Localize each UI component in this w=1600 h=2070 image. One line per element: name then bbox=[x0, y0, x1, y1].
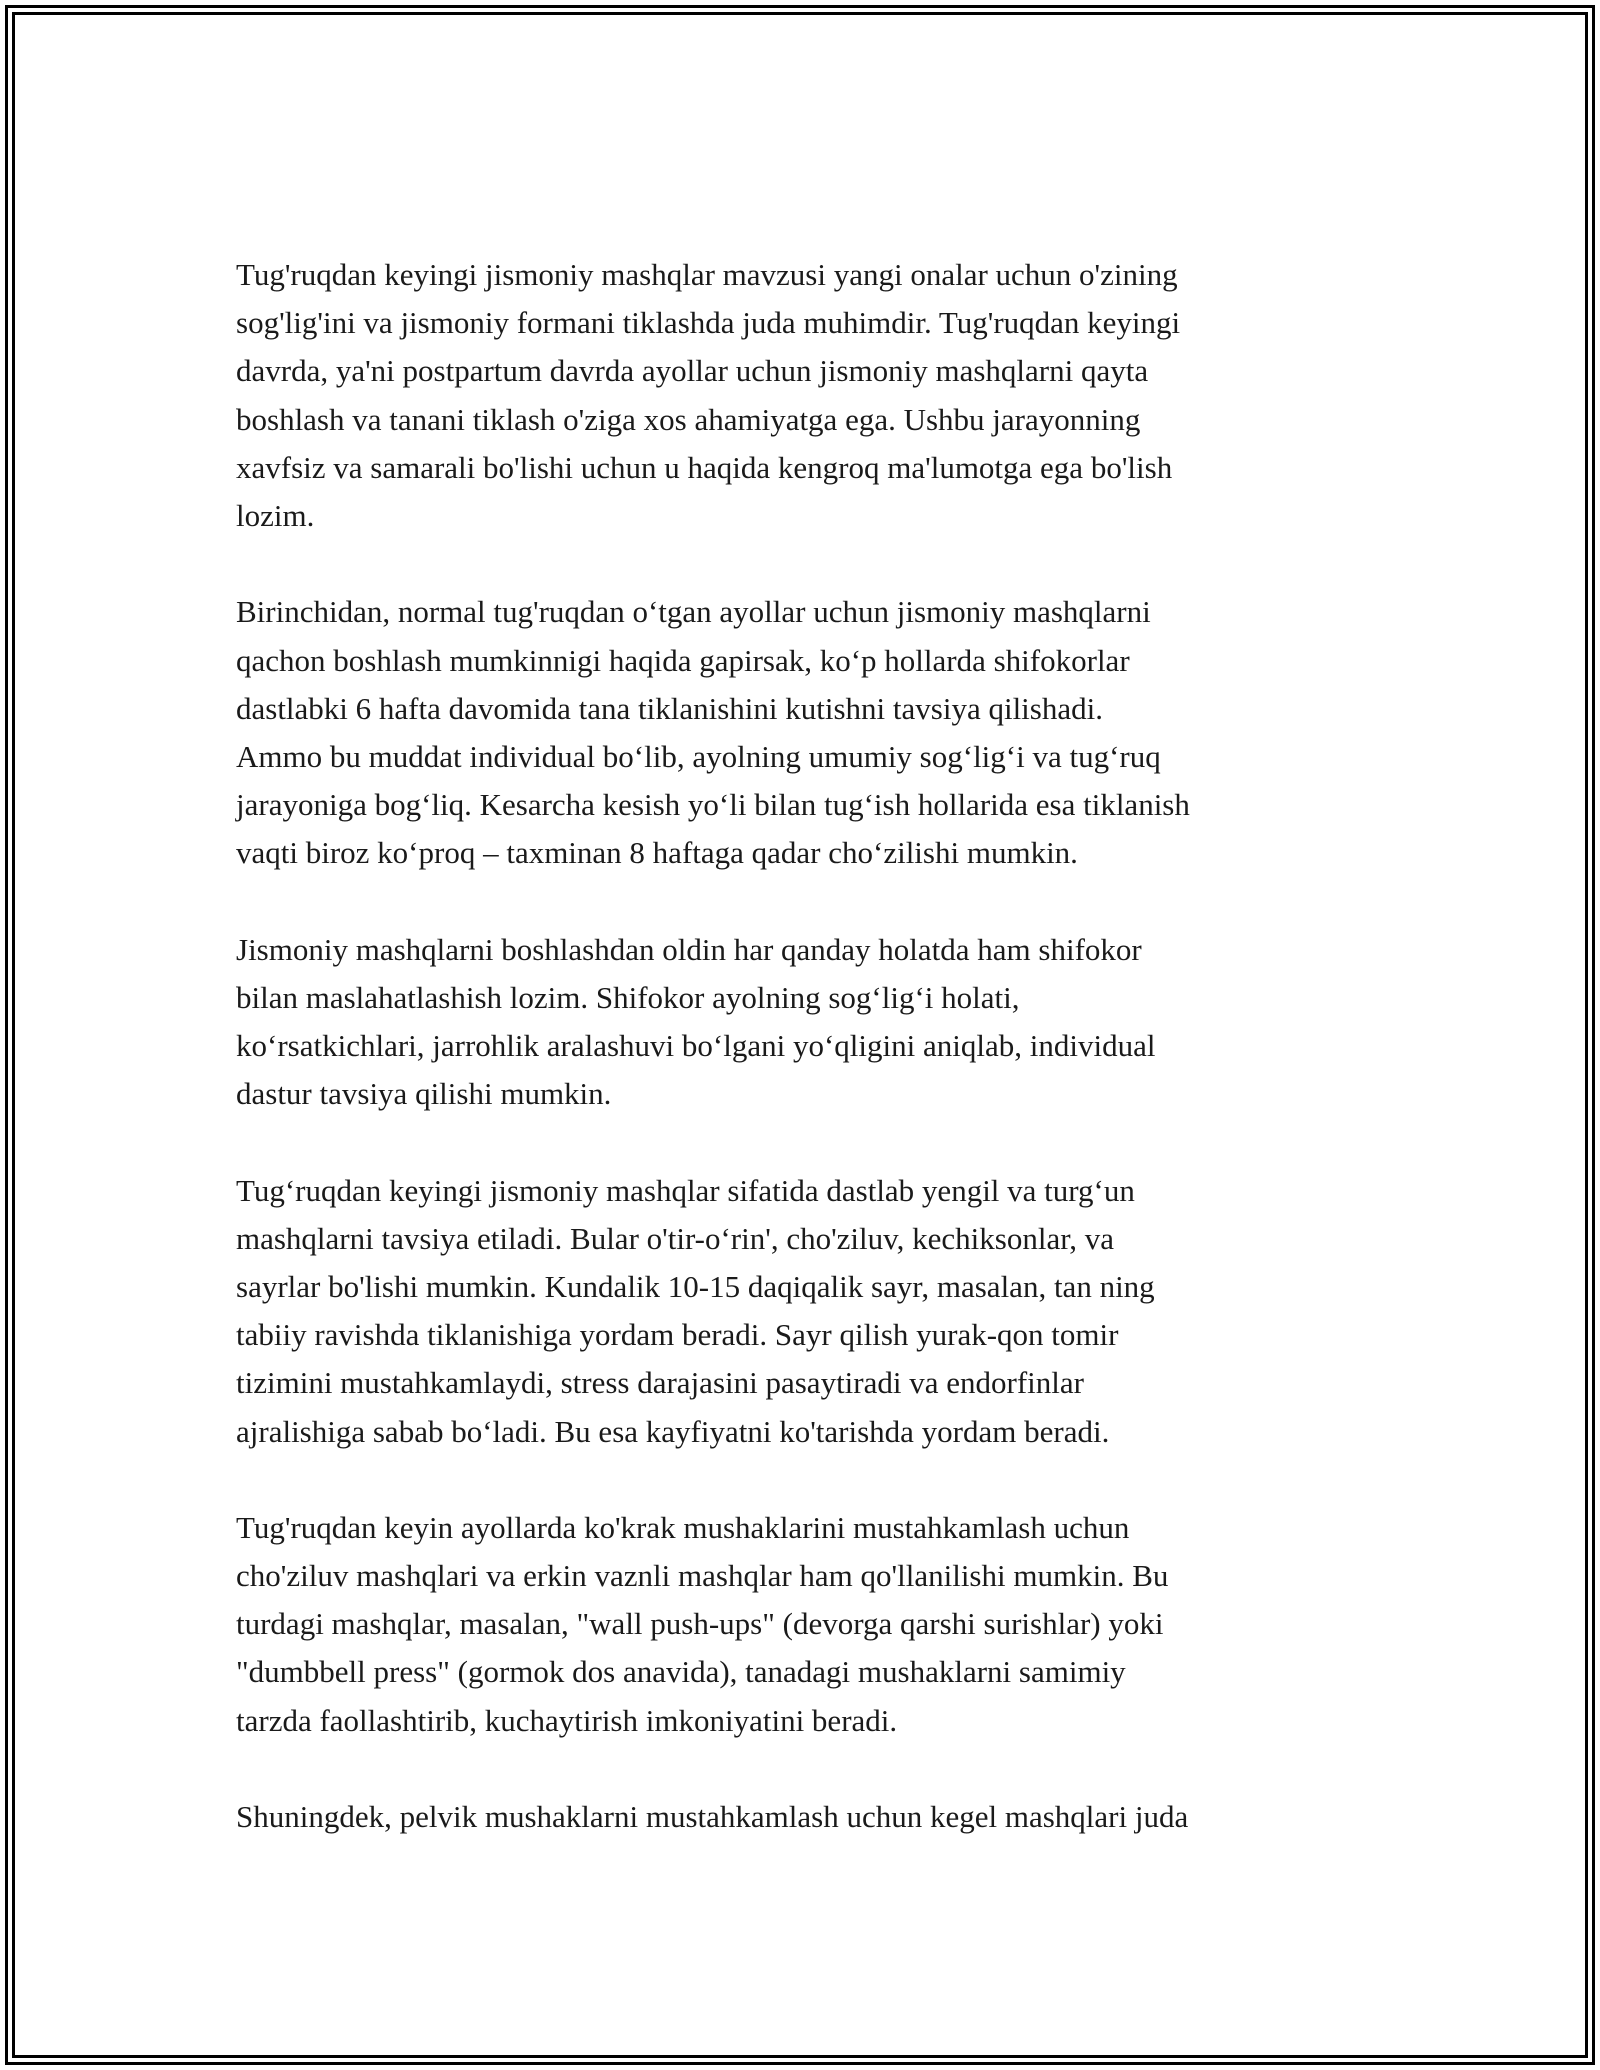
text-line: sog'lig'ini va jismoniy formani tiklashda juda muhimdir. Tug'ruqdan keyingi bbox=[236, 305, 1181, 341]
text-line: ajralishiga sabab bo‘ladi. Bu esa kayfiyatni ko'tarishda yordam beradi. bbox=[236, 1413, 1110, 1449]
text-line: ko‘rsatkichlari, jarrohlik aralashuvi bo‘lgani yo‘qligini aniqlab, individual bbox=[236, 1028, 1156, 1063]
text-line: qachon boshlash mumkinnigi haqida gapirsak, ko‘p hollarda shifokorlar bbox=[236, 642, 1130, 678]
text-line: "dumbbell press" (gormok dos anavida), tanadagi mushaklarni samimiy bbox=[236, 1654, 1126, 1690]
text-line: dastlabki 6 hafta davomida tana tiklanishini kutishni tavsiya qilishadi. bbox=[236, 690, 1103, 726]
text-line: bilan maslahatlashish lozim. Shifokor ayolning sog‘lig‘i holati, bbox=[236, 979, 1020, 1015]
text-line: Ammo bu muddat individual bo‘lib, ayolning umumiy sog‘lig‘i va tug‘ruq bbox=[236, 738, 1161, 774]
paragraph-pelvic bbox=[236, 1793, 1376, 1841]
text-line: Tug‘ruqdan keyingi jismoniy mashqlar sifatida dastlab yengil va turg‘un bbox=[236, 1172, 1135, 1208]
text-line: lozim. bbox=[236, 497, 315, 533]
text-line: xavfsiz va samarali bo'lishi uchun u haqida kengroq ma'lumotga ega bo'lish bbox=[236, 449, 1173, 485]
text-line: cho'ziluv mashqlari va erkin vaznli mashqlar ham qo'llanilishi mumkin. Bu bbox=[236, 1558, 1169, 1594]
text-line: Shuningdek, pelvik mushaklarni mustahkamlash uchun kegel mashqlari juda bbox=[236, 1799, 1189, 1834]
text-line: Tug'ruqdan keyin ayollarda ko'krak mushaklarini mustahkamlash uchun bbox=[236, 1509, 1130, 1545]
text-line: Birinchidan, normal tug'ruqdan o‘tgan ayollar uchun jismoniy mashqlarni bbox=[236, 594, 1151, 630]
text-line: turdagi mashqlar, masalan, "wall push-ups" (devorga qarshi surishlar) yoki bbox=[236, 1606, 1164, 1642]
paragraph-timing bbox=[236, 588, 1376, 877]
text-line: Jismoniy mashqlarni boshlashdan oldin har qanday holatda ham shifokor bbox=[236, 931, 1142, 967]
text-line: dastur tavsiya qilishi mumkin. bbox=[236, 1076, 612, 1112]
text-line: tizimini mustahkamlaydi, stress darajasini pasaytiradi va endorfinlar bbox=[236, 1365, 1084, 1401]
text-line: davrda, ya'ni postpartum davrda ayollar uchun jismoniy mashqlarni qayta bbox=[236, 353, 1149, 389]
paragraph-strength bbox=[236, 1504, 1376, 1745]
text-line: tarzda faollashtirib, kuchaytirish imkoniyatini beradi. bbox=[236, 1702, 898, 1738]
text-line: boshlash va tanani tiklash o'ziga xos ahamiyatga ega. Ushbu jarayonning bbox=[236, 401, 1141, 437]
text-line: tabiiy ravishda tiklanishiga yordam beradi. Sayr qilish yurak-qon tomir bbox=[236, 1317, 1119, 1353]
text-line: jarayoniga bog‘liq. Kesarcha kesish yo‘li bilan tug‘ish hollarida esa tiklanish bbox=[236, 787, 1190, 823]
document-body bbox=[236, 251, 1376, 1841]
paragraph-light-exercise bbox=[236, 1167, 1376, 1456]
paragraph-doctor bbox=[236, 926, 1376, 1119]
text-line: mashqlarni tavsiya etiladi. Bular o'tir-o‘rin', cho'ziluv, kechiksonlar, va bbox=[236, 1220, 1115, 1256]
paragraph-intro bbox=[236, 251, 1376, 540]
text-line: sayrlar bo'lishi mumkin. Kundalik 10-15 daqiqalik sayr, masalan, tan ning bbox=[236, 1268, 1155, 1304]
text-line: Tug'ruqdan keyingi jismoniy mashqlar mavzusi yangi onalar uchun o'zining bbox=[236, 257, 1178, 292]
text-line: vaqti biroz ko‘proq – taxminan 8 haftaga qadar cho‘zilishi mumkin. bbox=[236, 835, 1078, 871]
